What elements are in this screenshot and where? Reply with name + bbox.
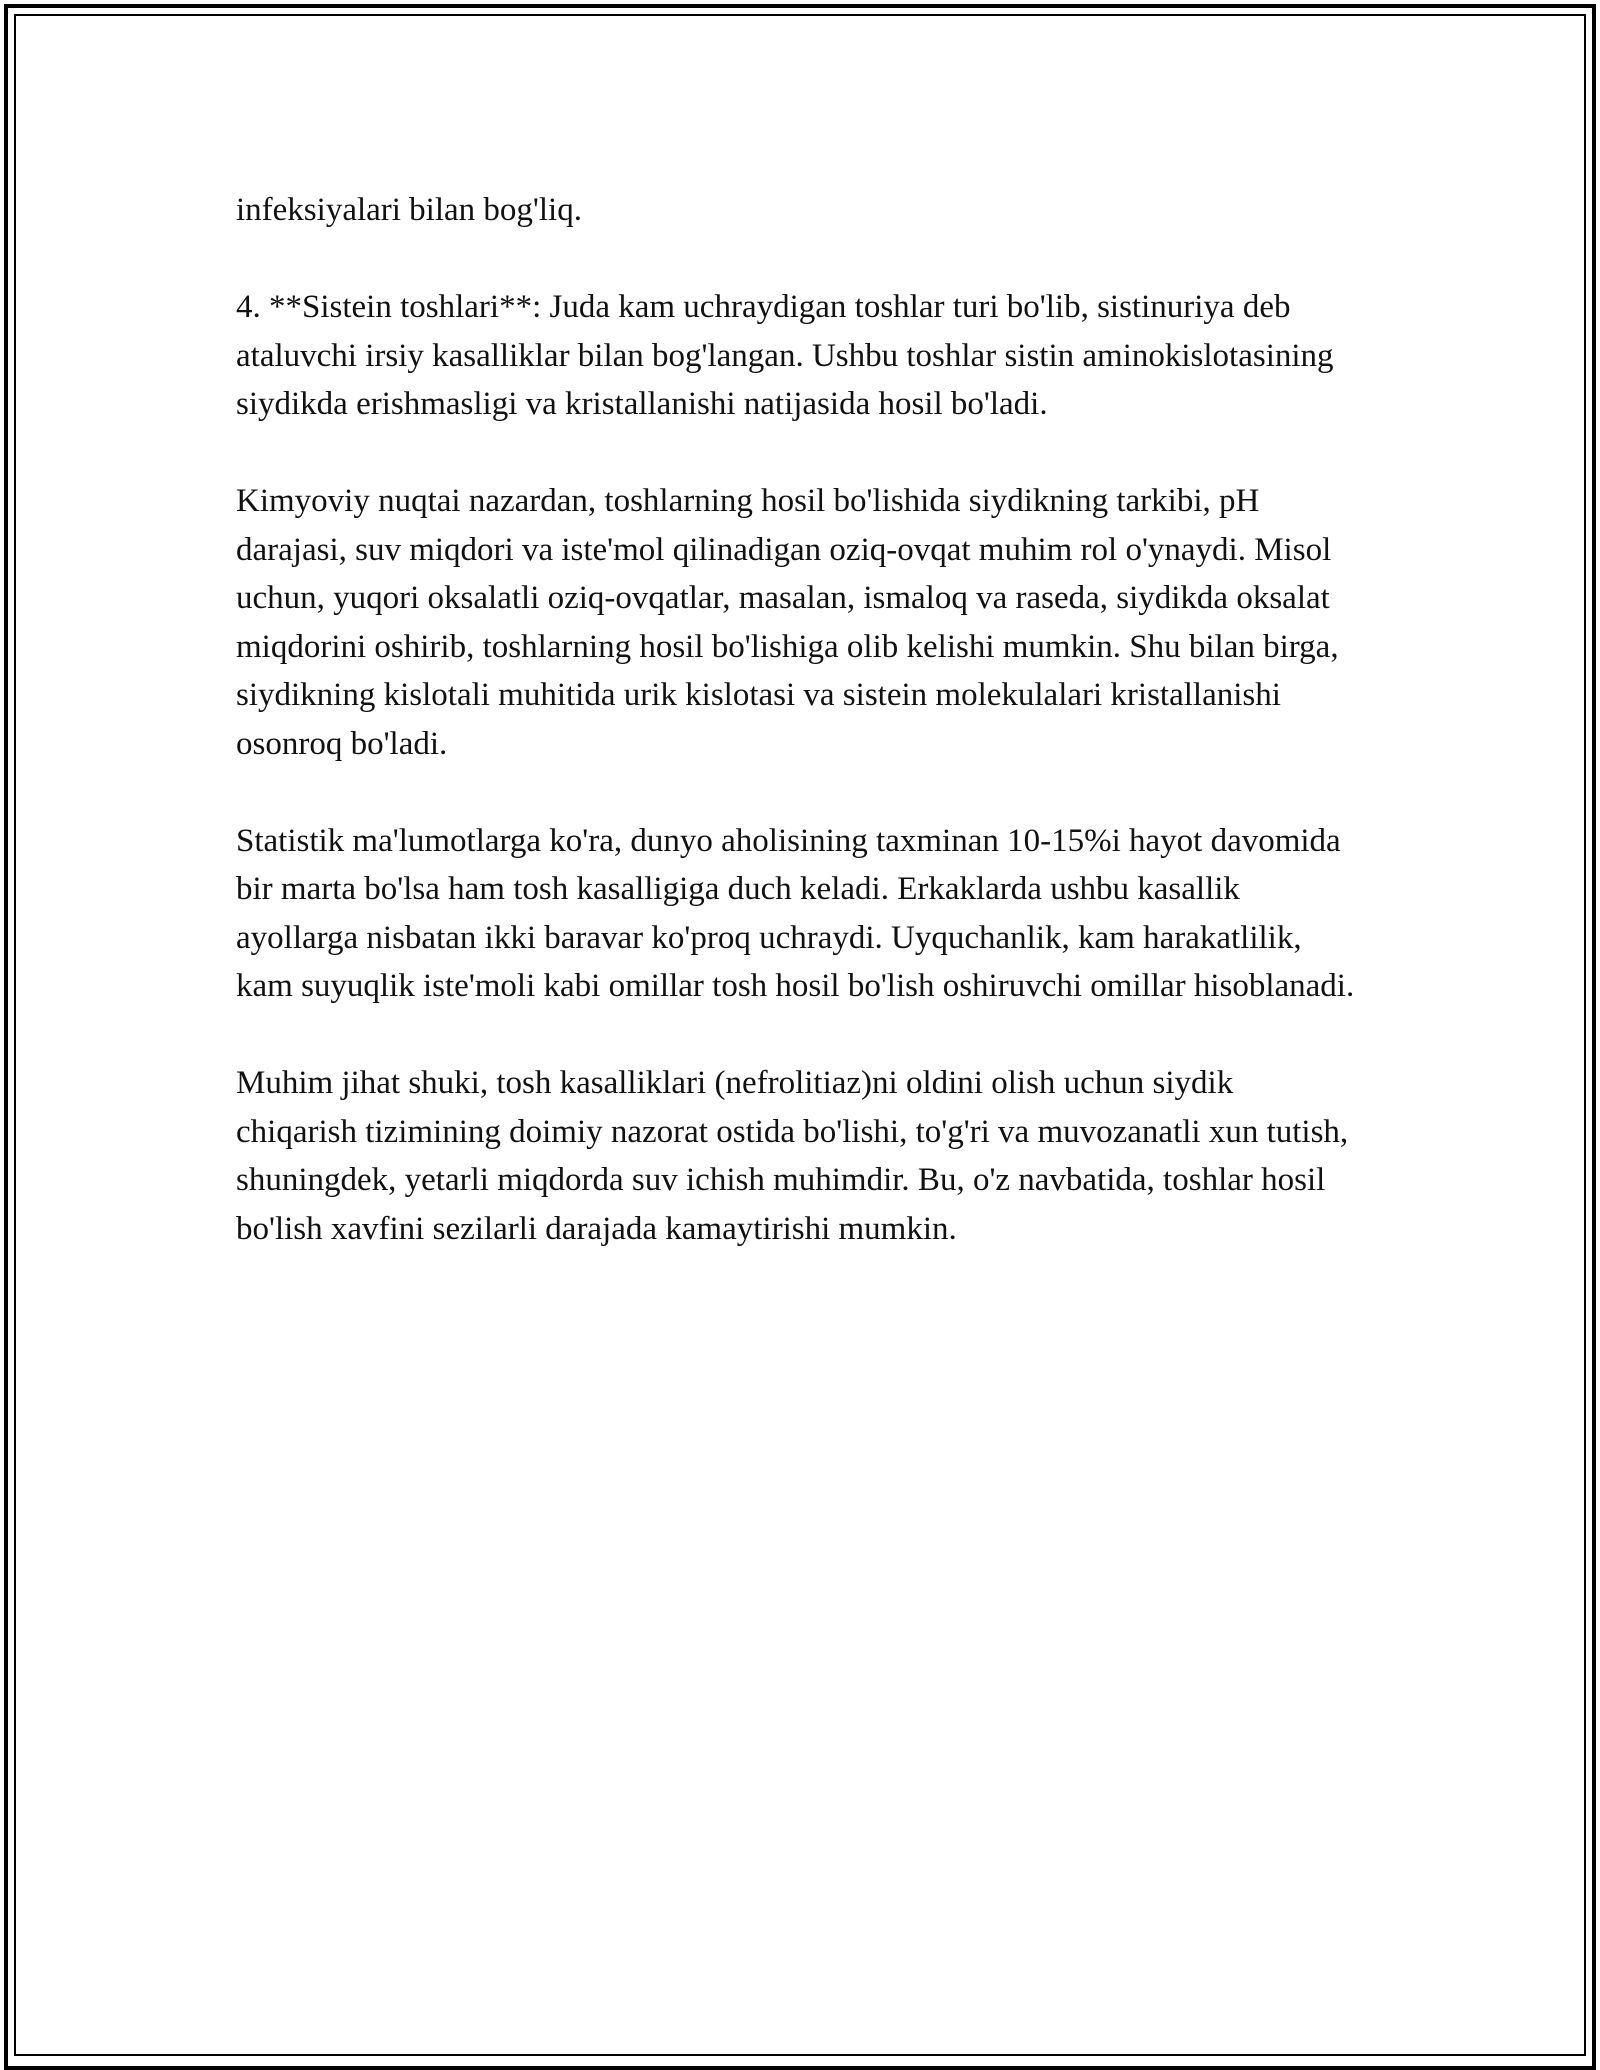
paragraph-kimyoviy-nuqtai: Kimyoviy nuqtai nazardan, toshlarning hosil bo'lishida siydikning tarkibi, pH darajasi, suv miqdori va iste'mol qilinadigan oziq-ovqat muhim rol o'ynaydi. Misol uchun, yuqori oksalatli oziq-ovqatlar, masalan, ismaloq va raseda, siydikda oksalat miqdorini oshirib, toshlarning hosil bo'lishiga olib kelishi mumkin. Shu bilan birga, siydikning kislotali muhitida urik kislotasi va sistein molekulalari kristallanishi osonroq bo'ladi.	[236, 483, 1339, 762]
paragraph-sistein-toshlari: 4. **Sistein toshlari**: Juda kam uchraydigan toshlar turi bo'lib, sistinuriya deb ataluvchi irsiy kasalliklar bilan bog'langan. Ushbu toshlar sistin aminokislotasining siydikda erishmasligi va kristallanishi natijasida hosil bo'ladi.	[236, 289, 1334, 422]
paragraph-statistik: Statistik ma'lumotlarga ko'ra, dunyo aholisining taxminan 10-15%i hayot davomida bir marta bo'lsa ham tosh kasalligiga duch keladi. Erkaklarda ushbu kasallik ayollarga nisbatan ikki baravar ko'proq uchraydi. Uyquchanlik, kam harakatlilik, kam suyuqlik iste'moli kabi omillar tosh hosil bo'lish oshiruvchi omillar hisoblanadi.	[236, 822, 1355, 1004]
document-body	[236, 186, 1356, 1302]
paragraph-muhim-jihat: Muhim jihat shuki, tosh kasalliklari (nefrolitiaz)ni oldini olish uchun siydik chiqarish tizimining doimiy nazorat ostida bo'lishi, to'g'ri va muvozanatli xun tutish, shuningdek, yetarli miqdorda suv ichish muhimdir. Bu, o'z navbatida, toshlar hosil bo'lish xavfini sezilarli darajada kamaytirishi mumkin.	[236, 1065, 1349, 1247]
paragraph-continuation: infeksiyalari bilan bog'liq.	[236, 192, 582, 228]
